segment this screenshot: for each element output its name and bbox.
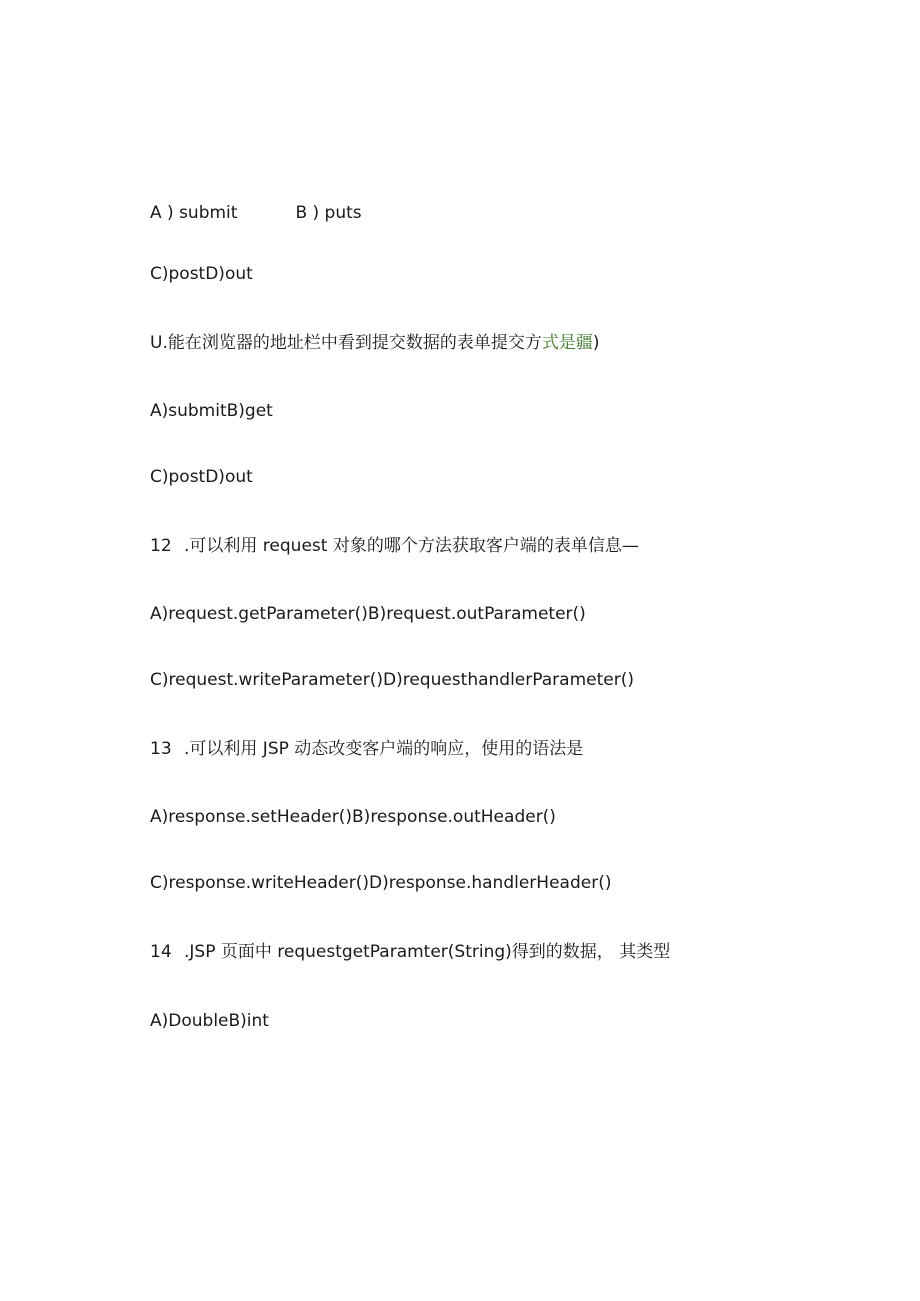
- q11-options-ab: A)submitB)get: [150, 401, 273, 421]
- q13-question: [150, 738, 583, 760]
- q13-options-cd: C)response.writeHeader()D)response.handlerHeader(): [150, 873, 612, 893]
- q10-option-a: A ) submit: [150, 203, 238, 223]
- q12-options-cd: C)request.writeParameter()D)requesthandlerParameter(): [150, 670, 634, 690]
- q10-options-cd: C)postD)out: [150, 264, 253, 284]
- q12-text: .可以利用 request 对象的哪个方法获取客户端的表单信息—: [184, 536, 639, 556]
- q14-options-ab: A)DoubleB)int: [150, 1011, 269, 1031]
- q10-options-ab: [150, 202, 362, 224]
- q12-options-ab: A)request.getParameter()B)request.outParameter(): [150, 604, 586, 624]
- q12-question: [150, 535, 639, 557]
- q12-number: 12: [150, 536, 172, 556]
- q10-option-b: B ) puts: [295, 203, 362, 223]
- q13-number: 13: [150, 739, 172, 759]
- q11-text: U.能在浏览器的地址栏中看到提交数据的表单提交方: [150, 333, 542, 353]
- q14-question: [150, 941, 670, 963]
- q11-tail-end: ): [592, 333, 600, 353]
- q11-options-cd: C)postD)out: [150, 467, 253, 487]
- q14-text: .JSP 页面中 requestgetParamter(String)得到的数据， 其类型: [184, 942, 671, 962]
- q14-number: 14: [150, 942, 172, 962]
- q13-text: .可以利用 JSP 动态改变客户端的响应，使用的语法是: [184, 739, 584, 759]
- q13-options-ab: A)response.setHeader()B)response.outHeader(): [150, 807, 556, 827]
- q11-question: [150, 332, 600, 354]
- q11-tail-green: 式是疆: [541, 333, 593, 353]
